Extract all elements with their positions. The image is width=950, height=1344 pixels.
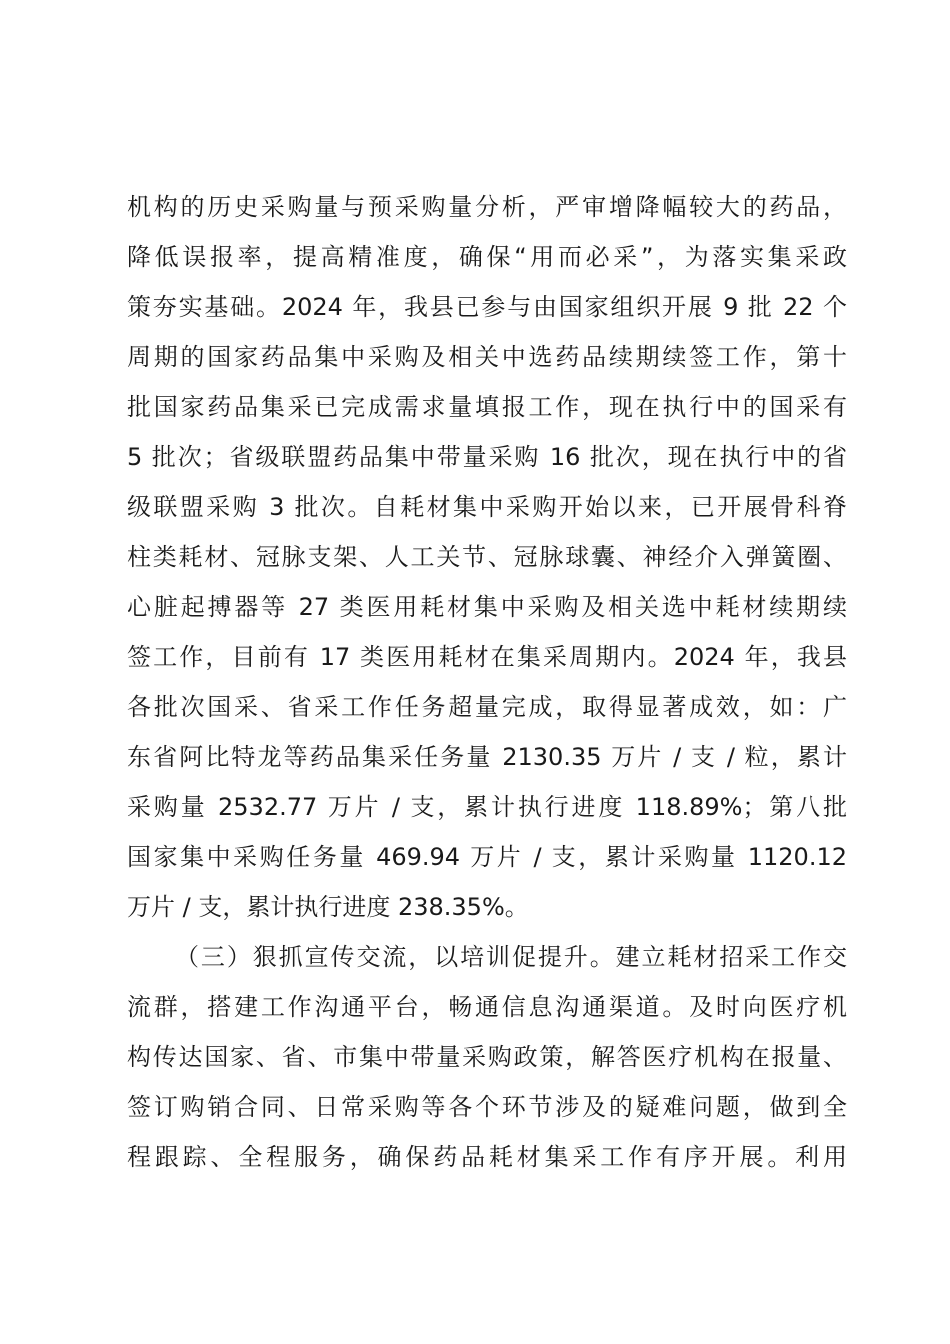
text-line: 心脏起搏器等 27 类医用耗材集中采购及相关选中耗材续期续 <box>127 593 847 621</box>
text-line: 东省阿比特龙等药品集采任务量 2130.35 万片 / 支 / 粒，累计 <box>127 743 847 771</box>
text-line: 降低误报率，提高精准度，确保“用而必采”，为落实集采政 <box>127 243 847 271</box>
text-line: 柱类耗材、冠脉支架、人工关节、冠脉球囊、神经介入弹簧圈、 <box>127 543 847 571</box>
text-line: 流群，搭建工作沟通平台，畅通信息沟通渠道。及时向医疗机 <box>127 993 847 1021</box>
text-line: 策夯实基础。2024 年，我县已参与由国家组织开展 9 批 22 个 <box>127 293 847 321</box>
text-line: 5 批次；省级联盟药品集中带量采购 16 批次，现在执行中的省 <box>127 443 847 471</box>
text-line: 程跟踪、全程服务，确保药品耗材集采工作有序开展。利用 <box>127 1143 847 1171</box>
text-line: 级联盟采购 3 批次。自耗材集中采购开始以来，已开展骨科脊 <box>127 493 847 521</box>
text-line: 机构的历史采购量与预采购量分析，严审增降幅较大的药品， <box>127 193 847 221</box>
text-line: 国家集中采购任务量 469.94 万片 / 支，累计采购量 1120.12 <box>127 843 847 871</box>
text-line: 采购量 2532.77 万片 / 支，累计执行进度 118.89%；第八批 <box>127 793 847 821</box>
text-line: 批国家药品集采已完成需求量填报工作，现在执行中的国采有 <box>127 393 847 421</box>
text-line: 签工作，目前有 17 类医用耗材在集采周期内。2024 年，我县 <box>127 643 847 671</box>
body-text <box>127 182 847 1182</box>
text-line: 构传达国家、省、市集中带量采购政策，解答医疗机构在报量、 <box>127 1043 847 1071</box>
text-line: 万片 / 支，累计执行进度 238.35%。 <box>127 893 529 921</box>
text-line: （三）狠抓宣传交流，以培训促提升。建立耗材招采工作交 <box>175 943 847 971</box>
text-line: 周期的国家药品集中采购及相关中选药品续期续签工作，第十 <box>127 343 847 371</box>
text-line: 签订购销合同、日常采购等各个环节涉及的疑难问题，做到全 <box>127 1093 847 1121</box>
text-line: 各批次国采、省采工作任务超量完成，取得显著成效，如：广 <box>127 693 847 721</box>
